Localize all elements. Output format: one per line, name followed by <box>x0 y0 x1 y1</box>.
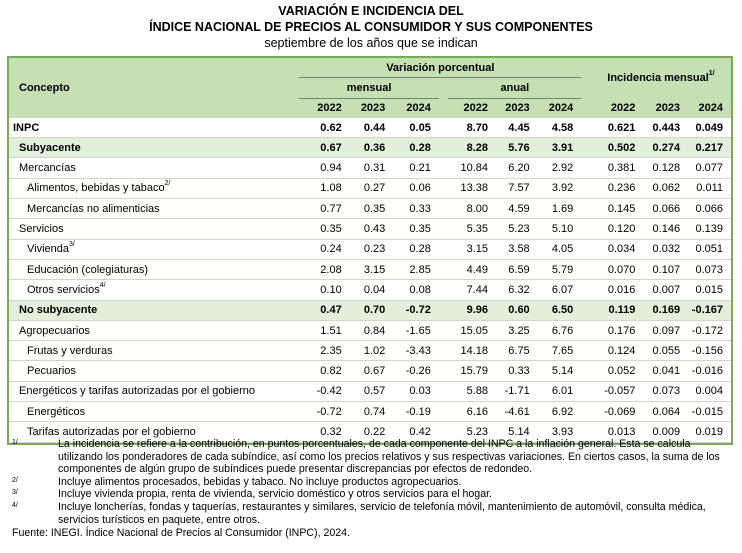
row-label-text: Servicios <box>19 223 64 236</box>
footnote <box>12 438 734 476</box>
gap-cell <box>581 341 591 361</box>
row-label-text: Subyacente <box>19 141 81 154</box>
row-label <box>9 199 299 219</box>
cell-i-0: 0.052 <box>591 361 644 381</box>
cell-a-0: 9.96 <box>448 300 496 320</box>
cell-a-1: 6.32 <box>496 280 538 300</box>
cell-i-1: 0.073 <box>643 381 688 401</box>
cell-m-2: 2.85 <box>393 259 439 279</box>
cell-m-2: 0.33 <box>393 199 439 219</box>
cell-m-0: 0.32 <box>299 422 349 442</box>
gap-cell <box>581 402 591 422</box>
gap-cell <box>581 239 591 259</box>
header-variacion: Variación porcentual <box>299 58 581 78</box>
cell-m-1: 0.22 <box>350 422 394 442</box>
gap-cell <box>439 178 449 198</box>
table-row <box>9 381 731 401</box>
gap-cell <box>581 259 591 279</box>
table-row <box>9 300 731 320</box>
row-label <box>9 239 299 259</box>
gap-cell <box>439 259 449 279</box>
cell-m-1: 1.02 <box>350 341 394 361</box>
cell-m-2: 0.06 <box>393 178 439 198</box>
gap-cell <box>581 178 591 198</box>
cell-a-0: 4.49 <box>448 259 496 279</box>
cell-a-2: 4.05 <box>538 239 582 259</box>
cell-a-1: 4.59 <box>496 199 538 219</box>
footnotes-list <box>12 438 734 526</box>
cell-m-2: -3.43 <box>393 341 439 361</box>
cell-m-0: -0.72 <box>299 402 349 422</box>
year-header: 2024 <box>698 101 723 114</box>
cell-m-2: -1.65 <box>393 320 439 340</box>
cell-i-1: 0.055 <box>643 341 688 361</box>
cell-a-0: 8.70 <box>448 118 496 138</box>
cell-m-2: 0.05 <box>393 118 439 138</box>
gap-cell <box>581 300 591 320</box>
cell-i-1: 0.064 <box>643 402 688 422</box>
row-label-text: Vivienda <box>27 243 69 256</box>
cell-i-1: 0.128 <box>643 158 688 178</box>
cell-a-1: 3.58 <box>496 239 538 259</box>
cell-i-1: 0.274 <box>643 138 688 158</box>
row-label <box>9 118 299 138</box>
cell-i-2: 0.066 <box>688 199 731 219</box>
source-line: Fuente: INEGI. Índice Nacional de Precios al Consumidor (INPC), 2024. <box>12 527 350 540</box>
gap-cell <box>439 239 449 259</box>
cell-m-2: -0.72 <box>393 300 439 320</box>
footnote <box>12 488 734 501</box>
cell-a-2: 2.92 <box>538 158 582 178</box>
table-row <box>9 138 731 158</box>
cell-a-2: 5.14 <box>538 361 582 381</box>
row-label-text: Frutas y verduras <box>27 344 113 357</box>
cell-i-1: 0.097 <box>643 320 688 340</box>
footnote-text: Incluye vivienda propia, renta de vivienda, servicio doméstico y otros servicios para el hogar. <box>58 488 492 501</box>
cell-a-1: 0.60 <box>496 300 538 320</box>
gap-cell <box>439 381 449 401</box>
row-label <box>9 381 299 401</box>
cell-m-0: 0.24 <box>299 239 349 259</box>
cell-a-1: -1.71 <box>496 381 538 401</box>
cell-a-1: 4.45 <box>496 118 538 138</box>
gap-cell <box>581 199 591 219</box>
gap-cell <box>439 158 449 178</box>
year-header: 2023 <box>655 101 681 114</box>
cell-a-0: 8.00 <box>448 199 496 219</box>
cell-i-1: 0.062 <box>643 178 688 198</box>
gap-cell <box>581 320 591 340</box>
cell-a-0: 3.15 <box>448 239 496 259</box>
header-row-1 <box>9 58 731 78</box>
cell-i-1: 0.066 <box>643 199 688 219</box>
title-line-1: VARIACIÓN E INCIDENCIA DEL <box>278 4 464 18</box>
cell-a-2: 5.79 <box>538 259 582 279</box>
row-label-text: Energéticos <box>27 405 86 418</box>
cell-i-2: 0.015 <box>688 280 731 300</box>
cell-a-1: 6.75 <box>496 341 538 361</box>
cell-m-0: 0.77 <box>299 199 349 219</box>
cell-m-0: 0.62 <box>299 118 349 138</box>
row-label <box>9 138 299 158</box>
row-label <box>9 219 299 239</box>
cell-m-0: 1.08 <box>299 178 349 198</box>
cell-a-2: 4.58 <box>538 118 582 138</box>
cell-a-1: 5.14 <box>496 422 538 442</box>
cell-i-0: 0.119 <box>591 300 644 320</box>
cell-m-1: 0.35 <box>350 199 394 219</box>
header-concept: Concepto <box>19 81 70 94</box>
gap-cell <box>439 320 449 340</box>
cell-m-0: 1.51 <box>299 320 349 340</box>
cell-i-1: 0.041 <box>643 361 688 381</box>
cell-i-2: -0.172 <box>688 320 731 340</box>
cell-a-1: -4.61 <box>496 402 538 422</box>
header-incidencia-note: 1/ <box>708 70 715 78</box>
header-incidencia-label: Incidencia mensual <box>607 72 709 85</box>
cell-i-2: 0.019 <box>688 422 731 442</box>
footnote-mark: 3/ <box>12 489 18 497</box>
table-row <box>9 320 731 340</box>
cell-a-2: 6.92 <box>538 402 582 422</box>
cell-a-2: 3.93 <box>538 422 582 442</box>
cell-m-0: -0.42 <box>299 381 349 401</box>
cell-i-0: 0.070 <box>591 259 644 279</box>
row-note-mark: 2/ <box>164 180 171 188</box>
cell-i-2: -0.156 <box>688 341 731 361</box>
row-label <box>9 320 299 340</box>
cell-i-2: -0.167 <box>688 300 731 320</box>
footnote-mark: 4/ <box>12 501 18 509</box>
year-header: 2022 <box>317 102 342 115</box>
cell-m-2: -0.26 <box>393 361 439 381</box>
row-label-text: Mercancías no alimenticias <box>27 202 160 215</box>
cell-m-1: 0.36 <box>350 138 394 158</box>
cell-i-0: 0.120 <box>591 219 644 239</box>
cell-m-1: 3.15 <box>350 259 394 279</box>
subtitle: septiembre de los años que se indican <box>264 36 478 50</box>
table-row <box>9 158 731 178</box>
cell-m-1: 0.70 <box>350 300 394 320</box>
row-label <box>9 280 299 300</box>
cell-a-0: 7.44 <box>448 280 496 300</box>
cell-m-2: 0.28 <box>393 239 439 259</box>
row-label <box>9 300 299 320</box>
cell-i-2: 0.049 <box>688 118 731 138</box>
cell-a-2: 6.01 <box>538 381 582 401</box>
cell-i-2: 0.004 <box>688 381 731 401</box>
gap-cell <box>439 118 449 138</box>
cell-a-2: 6.07 <box>538 280 582 300</box>
cell-a-1: 5.76 <box>496 138 538 158</box>
cell-i-0: 0.621 <box>591 118 644 138</box>
gap-cell <box>439 138 449 158</box>
cell-i-2: 0.073 <box>688 259 731 279</box>
cell-i-2: 0.217 <box>688 138 731 158</box>
cell-i-0: -0.069 <box>591 402 644 422</box>
table-row <box>9 361 731 381</box>
gap-cell <box>581 280 591 300</box>
gap-cell <box>581 361 591 381</box>
title-line-2: ÍNDICE NACIONAL DE PRECIOS AL CONSUMIDOR Y SUS COMPONENTES <box>149 20 593 34</box>
cell-a-0: 6.16 <box>448 402 496 422</box>
table-row <box>9 341 731 361</box>
gap-cell <box>439 361 449 381</box>
cell-i-0: 0.034 <box>591 239 644 259</box>
cell-i-1: 0.443 <box>643 118 688 138</box>
row-label-text: Otros servicios <box>27 283 100 296</box>
cell-i-0: 0.013 <box>591 422 644 442</box>
cell-a-1: 6.59 <box>496 259 538 279</box>
cell-a-2: 3.92 <box>538 178 582 198</box>
row-label-text: Agropecuarios <box>19 324 90 337</box>
footnotes <box>12 438 734 540</box>
row-label-text: No subyacente <box>19 304 98 317</box>
table-row <box>9 239 731 259</box>
footnote-mark: 1/ <box>12 439 18 446</box>
cell-m-0: 0.94 <box>299 158 349 178</box>
cell-a-2: 3.91 <box>538 138 582 158</box>
cell-i-0: 0.176 <box>591 320 644 340</box>
gap-cell <box>581 381 591 401</box>
cell-m-0: 0.67 <box>299 138 349 158</box>
cell-m-1: 0.44 <box>350 118 394 138</box>
table-row <box>9 118 731 138</box>
gap-cell <box>581 219 591 239</box>
cell-i-1: 0.032 <box>643 239 688 259</box>
table-row <box>9 280 731 300</box>
cell-a-0: 15.05 <box>448 320 496 340</box>
gap-cell <box>581 138 591 158</box>
gap-cell <box>439 199 449 219</box>
row-label-text: Alimentos, bebidas y tabaco <box>27 182 165 195</box>
cell-a-2: 6.50 <box>538 300 582 320</box>
cell-m-1: 0.31 <box>350 158 394 178</box>
year-header: 2022 <box>463 102 489 115</box>
cell-m-1: 0.27 <box>350 178 394 198</box>
gap-cell <box>439 300 449 320</box>
row-label-text: INPC <box>13 121 40 134</box>
year-header: 2023 <box>360 102 386 115</box>
footnote <box>12 476 734 489</box>
cell-m-0: 0.10 <box>299 280 349 300</box>
cell-a-2: 7.65 <box>538 341 582 361</box>
table-row <box>9 402 731 422</box>
cell-i-0: 0.124 <box>591 341 644 361</box>
cell-i-1: 0.107 <box>643 259 688 279</box>
cell-i-1: 0.169 <box>643 300 688 320</box>
cell-m-1: 0.74 <box>350 402 394 422</box>
cell-i-0: 0.016 <box>591 280 644 300</box>
cell-a-2: 6.76 <box>538 320 582 340</box>
cell-i-2: 0.011 <box>688 178 731 198</box>
table-row <box>9 199 731 219</box>
row-note-mark: 4/ <box>99 281 106 289</box>
year-header: 2024 <box>548 102 574 115</box>
cell-m-1: 0.04 <box>350 280 394 300</box>
cell-m-2: 0.08 <box>393 280 439 300</box>
cell-a-0: 15.79 <box>448 361 496 381</box>
cell-m-1: 0.84 <box>350 320 394 340</box>
footnote-mark: 2/ <box>12 476 18 484</box>
cell-m-0: 0.35 <box>299 219 349 239</box>
table-row <box>9 178 731 198</box>
footnote <box>12 501 734 526</box>
cell-i-2: -0.016 <box>688 361 731 381</box>
table-row <box>9 219 731 239</box>
cell-i-0: -0.057 <box>591 381 644 401</box>
gap-cell <box>439 280 449 300</box>
header-mensual: mensual <box>299 78 438 98</box>
cell-a-0: 5.88 <box>448 381 496 401</box>
row-label-text: Energéticos y tarifas autorizadas por el gobierno <box>19 385 256 398</box>
cell-i-0: 0.236 <box>591 178 644 198</box>
cell-i-0: 0.381 <box>591 158 644 178</box>
cell-i-0: 0.502 <box>591 138 644 158</box>
cell-a-2: 5.10 <box>538 219 582 239</box>
cell-a-1: 3.25 <box>496 320 538 340</box>
cell-a-0: 5.35 <box>448 219 496 239</box>
table-row <box>9 259 731 279</box>
cell-m-1: 0.57 <box>350 381 394 401</box>
cell-a-1: 0.33 <box>496 361 538 381</box>
data-table <box>9 58 731 443</box>
cell-m-1: 0.67 <box>350 361 394 381</box>
year-header: 2022 <box>610 101 636 114</box>
header-incidencia <box>591 58 731 98</box>
row-label <box>9 361 299 381</box>
cell-m-2: 0.42 <box>393 422 439 442</box>
cell-i-2: 0.051 <box>688 239 731 259</box>
cell-m-1: 0.43 <box>350 219 394 239</box>
row-label <box>9 178 299 198</box>
cell-i-2: -0.015 <box>688 402 731 422</box>
cell-a-0: 5.23 <box>448 422 496 442</box>
year-header: 2024 <box>406 102 431 115</box>
cell-a-0: 13.38 <box>448 178 496 198</box>
cell-a-0: 10.84 <box>448 158 496 178</box>
row-label <box>9 259 299 279</box>
row-label-text: Tarifas autorizadas por el gobierno <box>27 425 196 438</box>
row-label-text: Pecuarios <box>27 365 76 378</box>
row-label-text: Mercancías <box>19 162 76 175</box>
cell-m-1: 0.23 <box>350 239 394 259</box>
cell-i-0: 0.145 <box>591 199 644 219</box>
row-label <box>9 158 299 178</box>
cell-a-0: 14.18 <box>448 341 496 361</box>
cell-i-2: 0.139 <box>688 219 731 239</box>
cell-m-2: 0.03 <box>393 381 439 401</box>
data-table-frame <box>7 56 733 445</box>
cell-m-0: 0.47 <box>299 300 349 320</box>
row-note-mark: 3/ <box>69 241 75 249</box>
gap-cell <box>439 219 449 239</box>
cell-m-2: 0.35 <box>393 219 439 239</box>
cell-m-2: 0.21 <box>393 158 439 178</box>
row-label <box>9 341 299 361</box>
gap-cell <box>581 118 591 138</box>
gap-cell <box>439 341 449 361</box>
cell-a-1: 6.20 <box>496 158 538 178</box>
gap-cell <box>439 402 449 422</box>
cell-m-2: 0.28 <box>393 138 439 158</box>
cell-a-2: 1.69 <box>538 199 582 219</box>
row-label <box>9 402 299 422</box>
cell-i-1: 0.007 <box>643 280 688 300</box>
year-header: 2023 <box>505 102 530 115</box>
cell-m-0: 0.82 <box>299 361 349 381</box>
footnote-text: Incluye loncherías, fondas y taquerías, restaurantes y similares, servicio de telefonía móvil, mantenimiento de automóvil, consulta médica, servicios turísticos en paquete, entre otros. <box>58 500 706 526</box>
cell-i-1: 0.009 <box>643 422 688 442</box>
table-body <box>9 118 731 442</box>
footnote-text: La incidencia se refiere a la contribución, en puntos porcentuales, de cada componente del INPC a la inflación general. Esta se calcula utilizando los ponderadores de cada subíndice, así como los precios relativos y sus respectivas variaciones. En ciertos casos, la suma de los componentes de algún grupo de subíndices puede presentar discrepancias por efectos de redondeo. <box>58 438 720 476</box>
cell-m-2: -0.19 <box>393 402 439 422</box>
gap-cell <box>581 158 591 178</box>
cell-i-2: 0.077 <box>688 158 731 178</box>
cell-m-0: 2.08 <box>299 259 349 279</box>
header-anual: anual <box>448 78 581 98</box>
cell-a-1: 7.57 <box>496 178 538 198</box>
footnote-text: Incluye alimentos procesados, bebidas y tabaco. No incluye productos agropecuarios. <box>58 475 462 488</box>
cell-m-0: 2.35 <box>299 341 349 361</box>
cell-a-0: 8.28 <box>448 138 496 158</box>
cell-i-1: 0.146 <box>643 219 688 239</box>
cell-a-1: 5.23 <box>496 219 538 239</box>
row-label-text: Educación (colegiaturas) <box>27 263 149 276</box>
